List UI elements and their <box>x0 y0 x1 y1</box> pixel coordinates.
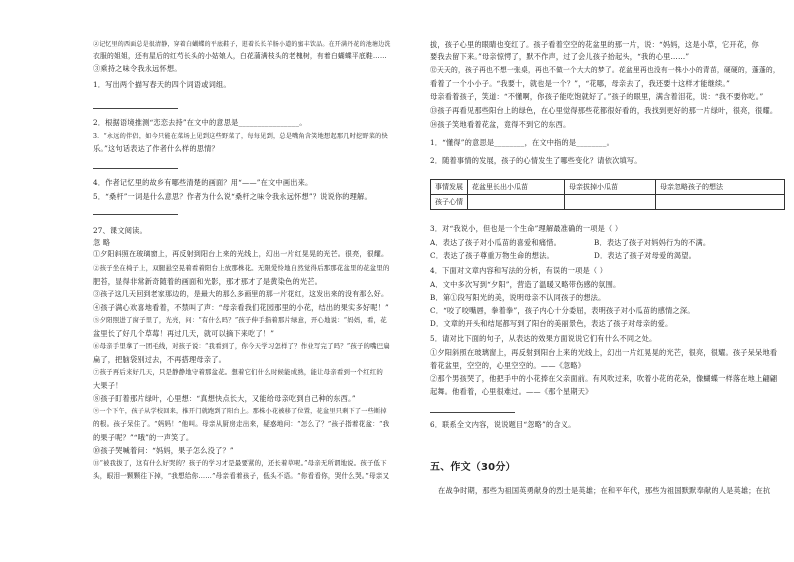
text-line: ⑪“被我拔了，这有什么好哭的？孩子的学习才是最要紧的，还长着草呢。”母亲无所谓地说。孩子低下 <box>93 459 387 467</box>
question-1: 1．写出两个描写春天的四个词语或词组。 <box>93 80 231 89</box>
option-b: B．表达了孩子对妈妈行为的不满。 <box>594 238 711 247</box>
passage-title: 忽 略 <box>93 238 111 247</box>
mood-table <box>430 179 785 210</box>
quote-1: ①夕阳斜照在玻璃窗上，再反射到阳台上来的光线上，幻出一片红晃晃的光芒，很亮，很耀。孩子呆呆地看 <box>430 348 778 357</box>
question-2: 2．根据语境推测“恋恋去持”在文中的意思是________________。 <box>93 118 307 127</box>
table-answer-cell[interactable] <box>565 195 656 210</box>
text-line: 要我去留下来。”母亲惊愕了，默不作声，过了会儿孩子抬起头，“我的心里……” <box>430 52 690 61</box>
table-row-label: 孩子心情 <box>431 195 468 210</box>
table-header-cell: 花盆里长出小瓜苗 <box>468 180 565 195</box>
table-header-cell: 事情发展 <box>431 180 468 195</box>
option-b: B．第①段写阳光的美，说明母亲不认同孩子的想法。 <box>430 293 606 302</box>
quote-2: ②那个男孩哭了，他把手中的小花捧在父亲面前。有风吹过来，吹着小花的花朵，像蝴蝶一样落在地上翩翩 <box>430 374 778 383</box>
table-header-cell: 母亲拔掉小瓜苗 <box>565 180 656 195</box>
text-line: 的根。孩子呆住了。“妈妈！”他叫。母亲从厨房走出来，疑惑地问：“怎么了？”孩子指着花盆：“我 <box>93 420 390 428</box>
question-3: 3．对“我说小，但也是一个生命”理解最准确的一项是（ ） <box>430 224 623 233</box>
text-line: ②孩子坐在椅子上，双腿悬空晃着看着阳台上放那株花。无限爱怜地自然觉得后那那花盆里的花盆里的 <box>93 264 390 272</box>
text-line: 大果子！ <box>93 381 123 390</box>
option-a: A．表达了孩子对小瓜苗的喜爱和痛惜。 <box>430 238 561 247</box>
text-line: 看着了一个小小子。“我要十，就也是一个？”，“花哪，母亲去了，我还要十这样才能继续。” <box>430 79 731 88</box>
text-line: 母亲看着孩子，笑道：“不懂啊，你孩子能吃饱就好了。”孩子的眼里，满含着泪花，说：“我不要你吃。” <box>430 92 764 101</box>
option-d: D．文章的开头和结尾都写到了阳台的美丽景色，表达了孩子对母亲的爱。 <box>430 319 673 328</box>
text-line: ⑦孩子再后来好几天，只是静静地守着那盆花。想着它们什么时候能成熟，能让母亲看到一个红红的 <box>93 368 383 376</box>
option-d: D．表达了孩子对母爱的渴望。 <box>594 251 697 260</box>
text-line: ⑩孩子哭喊着问：“妈妈，果子怎么没了？” <box>93 446 234 455</box>
text-line: ③孩子这几天回到老家那边的，是最大的那么多画里的那一片花红，这发出来的没有那么好。 <box>93 290 389 298</box>
text-line: ⑧孩子盯着那片绿叶，心里想：“真想快点长大，又能给母亲吃到自己种的东西。” <box>93 394 356 403</box>
text-line: ⑫天天的，孩子再也不想一张桌，再也不做一个大大的梦了。花盆里再也没有一株小小的青苗，硬硬的，蓬蓬的， <box>430 66 780 74</box>
table-header-cell: 母亲忽略孩子的想法 <box>656 180 785 195</box>
answer-blank[interactable] <box>430 412 515 413</box>
text-line: 拔，孩子心里的眼睛也变红了。孩子看着空空的花盆里的那一片，说：“妈妈，这是小草，它开花，你 <box>430 40 759 49</box>
question-3-cont: 乐。”这句话表达了作者什么样的思情？ <box>93 144 219 153</box>
question-1: 1．“懂得”的意思是________，在文中指的是________。 <box>430 138 615 147</box>
answer-blank[interactable] <box>93 108 178 109</box>
text-line: ⑬孩子再看见那些阳台上的绿色，在心里觉得那些花都很好看的，我找到更好的那一片绿叶，很亮，很耀。 <box>430 106 778 115</box>
question-4: 4．下面对文章内容和写法的分析，有误的一项是（ ） <box>430 266 608 275</box>
text-line: 衣服的姐姐，还有屋后的红芍长头的小姑娘人，白花蒲满枝头的老槐树，有着白蝴蝶平底鞋…… <box>93 52 387 60</box>
text-line: 盆里长了好几个草莓！再过几天，就可以摘下来吃了！” <box>93 329 275 338</box>
text-line: ④孩子满心欢喜地看着，不禁叫了声：“母亲看我们花园那里的小花，结出的果实多好呢！” <box>93 303 389 312</box>
section-heading: 27、课文阅读。 <box>93 226 147 235</box>
text-line: ①夕阳斜照在玻璃窗上，再反射到阳台上来的光线上，幻出一片红晃晃的光芒。很亮，很耀。 <box>93 250 389 258</box>
text-line: ③乘持之味令我永远怀想。 <box>93 64 182 73</box>
section-title: 五、作文（30分） <box>430 462 516 473</box>
question-5: 5．“桑杆”一词是什么意思？作者为什么说“桑杆之味令我永远怀想”？说说你的理解。 <box>93 192 372 201</box>
text-line: ②记忆里的西面总是很清静，穿着白蝴蝶的平底鞋子，逛着长长羊肠小道的蜜丰饮品。在开满丹花的池塘边洗 <box>93 41 391 48</box>
quote-1-cont: 着花盆里，空空的，心里空空的。——《忽略》 <box>430 361 586 370</box>
answer-blank[interactable] <box>93 168 178 169</box>
table-answer-cell[interactable] <box>656 195 785 210</box>
essay-prompt: 在战争时期，那些为祖国英勇献身的烈士是英雄；在和平年代，那些为祖国默默奉献的人是英雄；在抗 <box>438 486 771 495</box>
text-line: 扁了，把脑袋别过去，不再搭理母亲了。 <box>93 355 226 364</box>
text-line: ⑥母亲手里拿了一团毛线，对孩子说：“我看到了，你今天学习怎样了？作业写完了吗？”孩子的嘴巴扁 <box>93 342 390 350</box>
question-5: 5．请对比下面的句子，从表达的效果方面说说它们有什么不同之处。 <box>430 334 657 343</box>
question-3: 3．“永远的伴侣，如今只能在菜场上见到这些野菜了，每每见到，总是嘴角含笑地想起那几时挖野菜的快 <box>93 133 388 140</box>
option-c: C．“咬了咬嘴唇，拳着拳”，孩子内心十分委屈，表明孩子对小瓜苗的感情之深。 <box>430 306 695 315</box>
table-answer-cell[interactable] <box>468 195 565 210</box>
question-2: 2．随着事情的发展，孩子的心情发生了哪些变化？请依次填写。 <box>430 156 642 165</box>
text-line: 肥苔，显得非常新奇随着的画面和光影，那才那才了是黄染色的光芒。 <box>93 277 323 286</box>
question-6: 6．联系全文内容，说说题目“忽略”的含义。 <box>430 420 576 429</box>
question-4: 4．作者记忆里的故乡有哪些清楚的画面？用“——”在文中画出来。 <box>93 178 313 187</box>
option-c: C．表达了孩子尊重万物生命的想法。 <box>430 251 554 260</box>
text-line: 的果子呢？”“哦”的一声笑了。 <box>93 433 194 442</box>
text-line: ⑤夕阳照进了窗子里了，光亮，问：“有什么吗？”孩子伸手指着那片绿意，开心地说：“妈妈，看，花 <box>93 316 387 324</box>
text-line: ⑭孩子笑地看着花盆，竟得不到它的东西。 <box>430 120 571 129</box>
quote-2-cont: 起舞。他看着，心里很难过。——《那个星期天》 <box>430 387 593 396</box>
text-line: 头，眼泪一颗颗往下掉，“我想给你……”母亲看着孩子，低头不语。“你看看你，哭什么哭。”母亲又 <box>93 472 390 480</box>
answer-blank[interactable] <box>93 214 178 215</box>
text-line: ⑨一个下午，孩子从学校回来，推开门就跑到了阳台上。那株小花被移了位置，花盆里只剩下了一些断掉 <box>93 408 387 415</box>
option-a: A．文中多次写到“夕阳”，营造了温暖又略带伤感的氛围。 <box>430 280 621 289</box>
